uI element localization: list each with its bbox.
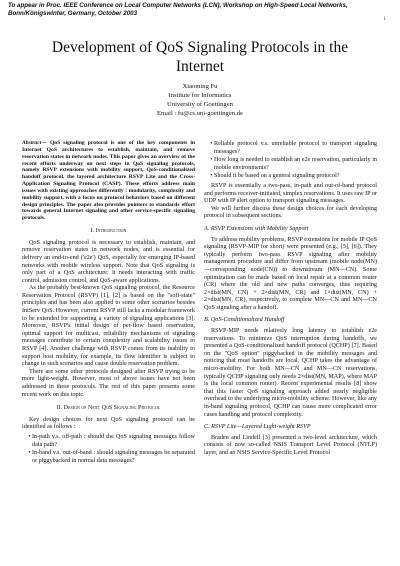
author-name: Xiaoming Fu bbox=[182, 83, 218, 90]
abstract-text: — QoS signaling protocol is one of the key components in Internet QoS architectures to establish, maintain, and remove reservation states in network nodes. This paper gives an overview of the recent efforts underway on next steps in QoS signaling protocols, namely RSVP extensions with mobility support, QoS-conditionalized handoff protocol, the layered architecture RSVP Lite and the Cross-Application Signaling Protocol (CASP). These efforts address main issues with existing approaches differently : modularity, complexity and mobility support, with a focus on protocol behaviors based on different design principles. The paper also provides pointers to standards effort towards general Internet signaling and other service-specific signaling protocols. bbox=[22, 140, 195, 222]
list-item: • Reliable protocol v.s. unreliable protocol to transport signaling messages? bbox=[214, 141, 377, 156]
design-paragraph-2: RSVP is essentially a two-pass, in-path and out-of-band protocol and performs receiver-initiated, simplex reservations. It uses raw IP or UDP with IP alert option to transport signaling messages. bbox=[204, 182, 377, 205]
author-affiliation-1: Institute for Informatics bbox=[168, 92, 232, 99]
abstract-lead: Abstract bbox=[22, 140, 42, 146]
subsection-b-paragraph: RSVP-MIP needs relatively long latency to establish e2e reservations. To minimize QoS interruption during handoffs, we presented a QoS-conditionalized handoff protocol (QCHP) [7]. Based on the "QoS option" piggybacked in the mobility messages and noticing that most handoffs are local, QCHP takes the advantage of micro-mobility. For both MN—CN and MN—CN reservations, typically QCHP signaling only needs 2×dist(MN, MAP), where MAP is the local common router). Recent experimental results [8] show that this faster QoS signaling approach added nearly negligible overhead to the underlying micro-mobility scheme. However, like any in-band signaling protocol, QCHP can cause more complicated error cases handling and protocol complexity. bbox=[204, 328, 377, 418]
list-item: • In-band v.s. out-of-band : should signaling messages be separated or piggybacked in normal data messages? bbox=[32, 450, 195, 465]
design-paragraph-1: Key design choices for next QoS signaling protocol can be identified as follows : bbox=[22, 416, 195, 431]
abstract bbox=[22, 140, 195, 222]
paper-title: Development of QoS Signaling Protocols in the Internet bbox=[51, 39, 349, 75]
subsection-heading-b: B. QoS-Conditionalized Handoff bbox=[204, 317, 285, 324]
author-block bbox=[100, 82, 300, 118]
list-item: • Should it be based on a general signaling protocol? bbox=[214, 173, 377, 181]
list-item: • In-path v.s. off-path : should the QoS signaling messages follow data path? bbox=[32, 434, 195, 449]
header-note: To appear in Proc. IEEE Conference on Local Computer Networks (LCN), Workshop on High-Speed Local Networks, Bonn/Königswinter, Germany, October 2003 bbox=[8, 2, 348, 17]
subsection-a-paragraph: To address mobility problems, RSVP extensions for mobile IP QoS signaling (RSVP-MIP for short) were presented (e.g., [5], [6]). They typically perform two-pass RSVP signaling after mobility management procedure and differ from upstream (mobile node(MN)—corresponding node(CN)) to downstream (MN—CN). Some optimization can be made based on local repair at a common router (CR) where the old and new paths converges, thus requiring 2×dist(MN, CN) + 2×dist(MN, CR) and 1×dist(MN, CN) + 2×dist(MN, CR), respectively, to complete MN—CN and MN—CN QoS signaling after a handoff. bbox=[204, 236, 377, 311]
design-bullet-list-continued bbox=[204, 141, 377, 181]
section-heading-introduction: I. Introduction bbox=[90, 228, 127, 235]
intro-paragraph-1: QoS signaling protocol is necessary to establish, maintain, and remove reservation states in network nodes, and is essential for delivery an end-to-end ('e2e') QoS, especially for emerging IP-based networks with mobile wireless support. Note that QoS signaling is only part of a QoS architecture; it needs interacting with traffic control, admission control, and QoS-aware applications. bbox=[22, 239, 195, 284]
subsection-heading-a: A. RSVP Extensions with Mobility Support bbox=[204, 225, 309, 232]
subsection-heading-c: C. RSVP Lite—Layered Light-weight RSVP bbox=[204, 424, 311, 431]
subsection-c-paragraph: Braden and Lindell [3] presented a two-level architecture, which consists of now so-called NSIS Transport Level Protocol (NTLP) layer, and an NSIS Service-Specific Level Protocol bbox=[204, 434, 377, 456]
left-column bbox=[22, 140, 195, 467]
page-number: 1 bbox=[383, 17, 386, 22]
author-affiliation-2: University of Goettingen bbox=[167, 101, 233, 108]
right-column bbox=[204, 141, 377, 458]
list-item: • How long is needed to establish an e2e reservation, particularly in mobile environments? bbox=[214, 157, 377, 172]
intro-paragraph-2: As the probably best-known QoS signaling protocol, the Resource Reservation Protocol (RSVP) [1], [2] is based on the "soft-state" principles and has been also applied to some other scenarios besides IntServ QoS. However, current RSVP still lacks a modular framework to be extended for supporting a variety of signaling applications [3]. Moreover, RSVP's initial design of per-flow based reservation, optimal support for multicast, reliability mechanisms of signaling messages contribute to certain complexity and scalability issues to RSVP [4]. Another challenge with RSVP comes from its inability to support host mobility, for example, its flow identifier is subject to change in such scenarios and cause double reservation problem. bbox=[22, 285, 195, 368]
intro-paragraph-3: There are some other protocols designed after RSVP trying to be more light-weight. However, most of above issues have not been addressed in these protocols. The rest of this paper presents some recent work on this topic. bbox=[22, 368, 195, 398]
design-bullet-list bbox=[22, 434, 195, 465]
design-paragraph-3: We will further discuss these design choices for each developing protocol in subsequent sections. bbox=[204, 205, 377, 220]
section-heading-design: II. Design of Next QoS Signaling Protocol bbox=[56, 405, 161, 412]
author-email: Email : fu@cs.uni-goettingen.de bbox=[157, 110, 243, 117]
